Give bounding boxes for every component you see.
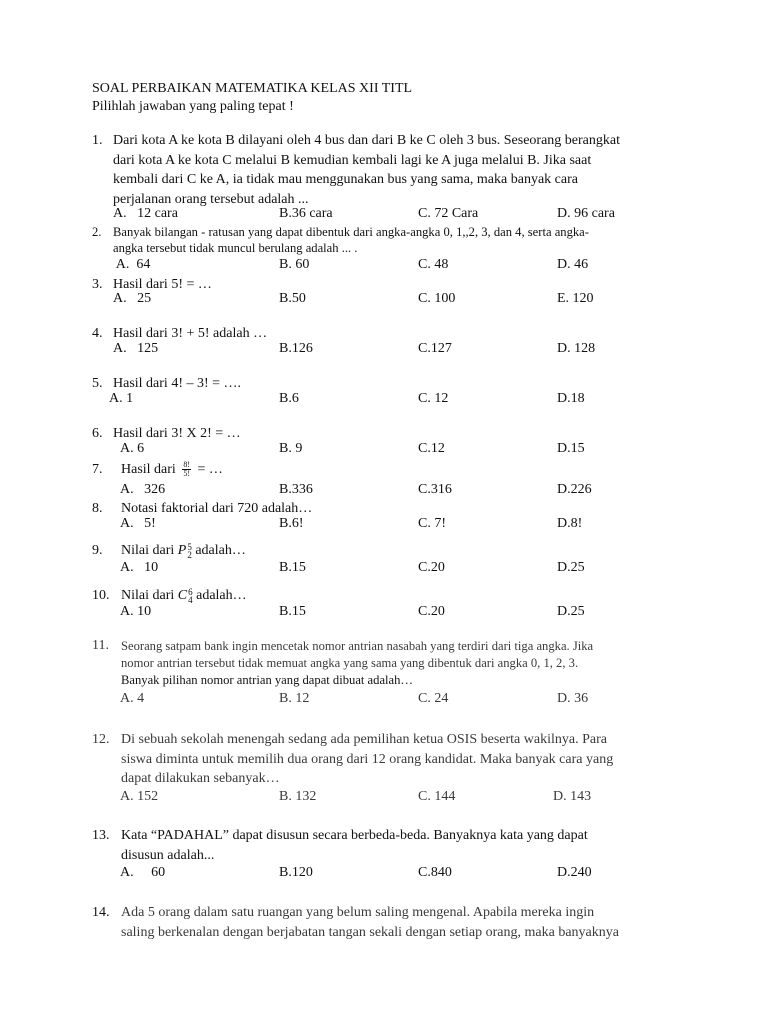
- option-b[interactable]: B.6!: [279, 516, 304, 531]
- question-text: Hasil dari 3! X 2! = …: [113, 426, 241, 441]
- option-a[interactable]: A. 60: [120, 865, 166, 880]
- question-number: 10.: [92, 588, 110, 603]
- question-text: [121, 903, 682, 942]
- question-2: [92, 224, 682, 256]
- option-d[interactable]: D.25: [557, 560, 585, 575]
- option-c[interactable]: C. 12: [418, 391, 449, 406]
- option-a[interactable]: A. 1: [109, 391, 134, 406]
- option-c[interactable]: C.12: [418, 441, 445, 456]
- option-a[interactable]: A. 10: [120, 604, 152, 619]
- answer-options-6: [0, 441, 768, 461]
- answer-options-9: [0, 560, 768, 580]
- question-number: 5.: [92, 376, 103, 391]
- answer-options-13: [0, 865, 768, 885]
- option-d[interactable]: D.25: [557, 604, 585, 619]
- answer-options-10: [0, 604, 768, 624]
- option-b[interactable]: B.126: [279, 341, 313, 356]
- question-line: kembali dari C ke A, ia tidak mau menggunakan bus yang sama, maka banyak cara: [113, 172, 578, 187]
- question-text: [121, 826, 682, 865]
- answer-options-3: [0, 291, 768, 311]
- question-14: [92, 903, 682, 942]
- option-b[interactable]: B. 12: [279, 691, 310, 706]
- question-suffix: adalah…: [195, 543, 246, 558]
- question-10: [92, 586, 682, 606]
- question-number: 2.: [92, 225, 102, 239]
- option-a[interactable]: A. 4: [120, 691, 145, 706]
- question-number: 11.: [92, 638, 109, 653]
- option-b[interactable]: B.15: [279, 604, 306, 619]
- option-c[interactable]: C. 7!: [418, 516, 446, 531]
- question-number: 12.: [92, 732, 110, 747]
- option-c[interactable]: C. 144: [418, 789, 456, 804]
- option-a[interactable]: A. 5!: [120, 516, 156, 531]
- option-b[interactable]: B.6: [279, 391, 299, 406]
- question-line: dapat dilakukan sebanyak…: [121, 771, 280, 786]
- question-line: Banyak bilangan - ratusan yang dapat dibentuk dari angka-angka 0, 1,,2, 3, dan 4, serta angka-: [113, 225, 589, 239]
- option-d[interactable]: D.226: [557, 482, 592, 497]
- option-a[interactable]: A. 10: [120, 560, 159, 575]
- option-a[interactable]: A. 125: [113, 341, 159, 356]
- fraction-numerator: 8!: [183, 460, 190, 470]
- question-prefix: Hasil dari: [121, 462, 176, 477]
- option-b[interactable]: B.36 cara: [279, 206, 333, 221]
- option-d[interactable]: D.15: [557, 441, 585, 456]
- option-c[interactable]: C. 24: [418, 691, 449, 706]
- question-line: Dari kota A ke kota B dilayani oleh 4 bus dan dari B ke C oleh 3 bus. Seseorang berangkat: [113, 133, 621, 148]
- question-text: [113, 224, 682, 256]
- question-line: Banyak pilihan nomor antrian yang dapat dibuat adalah…: [121, 673, 414, 687]
- question-suffix: adalah…: [196, 588, 247, 603]
- question-11: [92, 638, 682, 689]
- option-c[interactable]: C.20: [418, 604, 445, 619]
- question-line: perjalanan orang tersebut adalah ...: [113, 191, 309, 207]
- option-d[interactable]: D.8!: [557, 516, 583, 531]
- option-d[interactable]: D.18: [557, 391, 585, 406]
- option-b[interactable]: B.120: [279, 865, 313, 880]
- question-text: [113, 131, 682, 209]
- option-a[interactable]: A. 12 cara: [113, 206, 178, 221]
- option-b[interactable]: B.50: [279, 291, 306, 306]
- question-text: Hasil dari 3! + 5! adalah …: [113, 326, 268, 341]
- answer-options-4: [0, 341, 768, 361]
- option-c[interactable]: C. 48: [418, 257, 449, 272]
- option-b[interactable]: B. 132: [279, 789, 317, 804]
- answer-options-2: [0, 257, 768, 277]
- fraction-denominator: 5!: [183, 469, 190, 479]
- question-number: 8.: [92, 501, 103, 516]
- option-c[interactable]: C.20: [418, 560, 445, 575]
- option-d[interactable]: D. 96 cara: [557, 206, 615, 221]
- option-c[interactable]: C.316: [418, 482, 452, 497]
- subscript: 4: [188, 594, 193, 605]
- option-c[interactable]: C.840: [418, 865, 452, 880]
- superscript: 5: [187, 541, 192, 552]
- question-9: [92, 541, 682, 561]
- question-1: [92, 131, 682, 209]
- option-a[interactable]: A. 64: [113, 257, 151, 272]
- question-12: [92, 730, 682, 789]
- answer-options-11: [0, 691, 768, 711]
- question-line: Di sebuah sekolah menengah sedang ada pemilihan ketua OSIS beserta wakilnya. Para: [121, 732, 607, 747]
- answer-options-1: [0, 206, 768, 226]
- question-number: 1.: [92, 133, 103, 148]
- permutation-symbol: P: [177, 543, 187, 558]
- question-text: Hasil dari 4! – 3! = ….: [113, 376, 242, 391]
- option-d[interactable]: D. 46: [557, 257, 589, 272]
- combination-symbol: C: [177, 588, 188, 603]
- question-line: angka tersebut tidak muncul berulang adalah ... .: [113, 241, 358, 255]
- question-number: 6.: [92, 426, 103, 441]
- question-text: [121, 730, 682, 789]
- question-13: [92, 826, 682, 865]
- option-d[interactable]: D. 36: [557, 691, 589, 706]
- answer-options-8: [0, 516, 768, 536]
- option-e[interactable]: E. 120: [557, 291, 594, 306]
- question-text: Hasil dari 5! = …: [113, 277, 212, 292]
- option-b[interactable]: B.336: [279, 482, 313, 497]
- option-a[interactable]: A. 326: [120, 482, 166, 497]
- answer-options-5: [0, 391, 768, 411]
- option-a[interactable]: A. 152: [120, 789, 159, 804]
- question-line: Seorang satpam bank ingin mencetak nomor antrian nasabah yang terdiri dari tiga angka. Jika: [121, 639, 594, 653]
- question-suffix: = …: [197, 462, 223, 477]
- question-line: dari kota A ke kota C melalui B kemudian kembali lagi ke A juga melalui B. Jika saat: [113, 152, 592, 168]
- question-text: [121, 638, 682, 689]
- answer-options-12: [0, 789, 768, 809]
- option-b[interactable]: B.15: [279, 560, 306, 575]
- option-d[interactable]: D.240: [557, 865, 592, 880]
- combination-indices: [188, 588, 193, 604]
- option-c[interactable]: C. 100: [418, 291, 456, 306]
- instruction-text: Pilihlah jawaban yang paling tepat !: [92, 99, 294, 114]
- question-line: Kata “PADAHAL” dapat disusun secara berbeda-beda. Banyaknya kata yang dapat: [121, 828, 588, 843]
- question-7: [92, 460, 682, 480]
- question-prefix: Nilai dari: [121, 588, 175, 603]
- question-line: disusun adalah...: [121, 847, 215, 863]
- question-number: 14.: [92, 905, 110, 920]
- option-b[interactable]: B. 9: [279, 441, 303, 456]
- option-a[interactable]: A. 6: [120, 441, 145, 456]
- question-text: [121, 460, 682, 480]
- question-number: 7.: [92, 462, 103, 477]
- subscript: 2: [187, 549, 192, 560]
- question-line: nomor antrian tersebut tidak memuat angka yang sama yang dibentuk dari angka 0, 1, 2, 3.: [121, 656, 579, 670]
- superscript: 6: [188, 586, 193, 597]
- question-line: siswa diminta untuk memilih dua orang dari 12 orang kandidat. Maka banyak cara yang: [121, 751, 614, 767]
- question-prefix: Nilai dari: [121, 543, 175, 558]
- question-line: Ada 5 orang dalam satu ruangan yang belum saling mengenal. Apabila mereka ingin: [121, 905, 595, 920]
- permutation-indices: [187, 543, 192, 559]
- option-b[interactable]: B. 60: [279, 257, 310, 272]
- page-title: SOAL PERBAIKAN MATEMATIKA KELAS XII TITL: [92, 81, 413, 96]
- question-text: [121, 541, 682, 561]
- question-text: Notasi faktorial dari 720 adalah…: [121, 501, 313, 516]
- question-number: 9.: [92, 543, 103, 558]
- question-line: saling berkenalan dengan berjabatan tangan sekali dengan setiap orang, maka banyaknya: [121, 924, 619, 940]
- option-d[interactable]: D. 128: [557, 341, 596, 356]
- question-number: 13.: [92, 828, 110, 843]
- option-d[interactable]: D. 143: [553, 789, 592, 804]
- question-text: [121, 586, 682, 606]
- fraction: [182, 461, 191, 478]
- question-number: 4.: [92, 326, 103, 341]
- question-number: 3.: [92, 277, 103, 292]
- option-a[interactable]: A. 25: [113, 291, 152, 306]
- option-c[interactable]: C. 72 Cara: [418, 206, 479, 221]
- option-c[interactable]: C.127: [418, 341, 452, 356]
